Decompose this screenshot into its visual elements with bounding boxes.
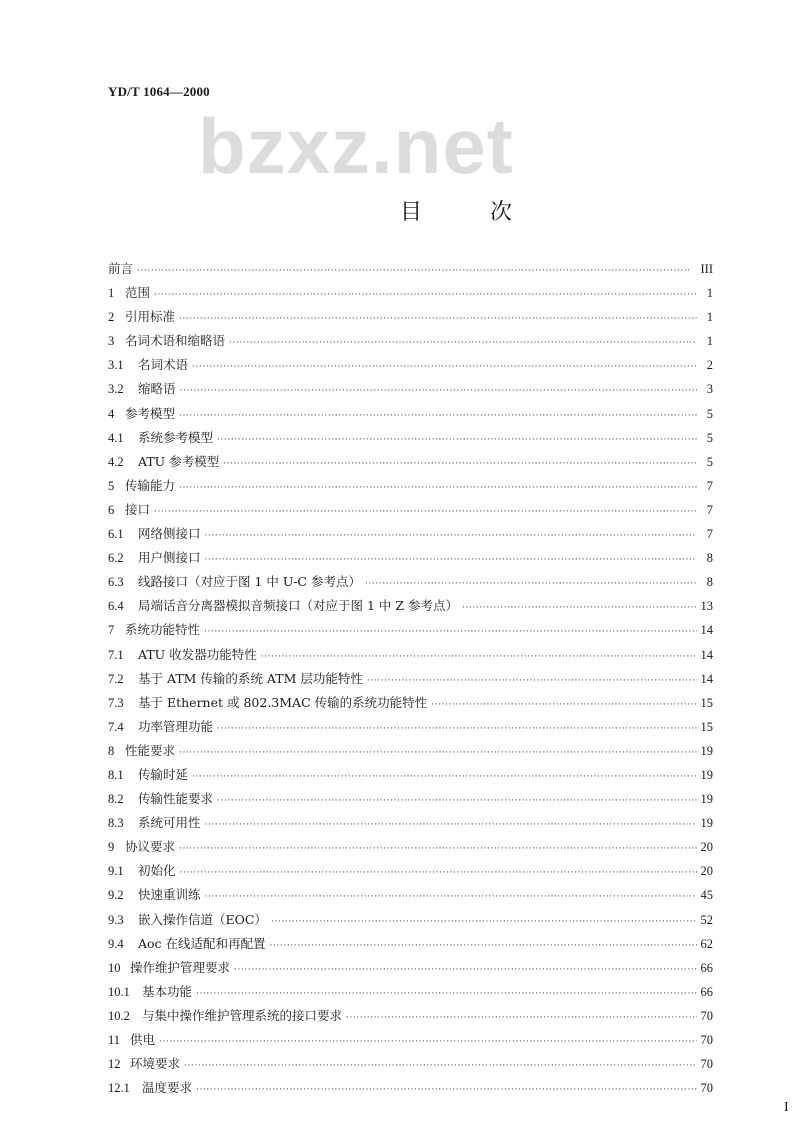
page-title: 目次 bbox=[400, 200, 581, 225]
toc-entry[interactable] bbox=[108, 548, 713, 572]
toc-entry-number: 6.2 bbox=[108, 551, 124, 566]
toc-entry-page: 20 bbox=[700, 840, 713, 855]
toc-entry[interactable] bbox=[108, 307, 713, 331]
toc-entry-page: 70 bbox=[700, 1081, 713, 1096]
toc-entry[interactable] bbox=[108, 693, 713, 717]
toc-entry-page: 70 bbox=[700, 1033, 713, 1047]
toc-entry[interactable] bbox=[108, 813, 713, 837]
toc-entry-number: 8.2 bbox=[108, 792, 124, 807]
dot-leader bbox=[261, 652, 697, 662]
toc-entry-page: 19 bbox=[700, 767, 713, 782]
standard-code: YD/T 1064—2000 bbox=[108, 84, 210, 99]
page-number: I bbox=[784, 1100, 789, 1115]
dot-leader bbox=[196, 1085, 696, 1095]
toc-entry-page: 8 bbox=[706, 575, 713, 590]
toc-entry[interactable] bbox=[108, 885, 713, 909]
toc-entry-title: 网络侧接口 bbox=[138, 526, 201, 542]
toc-entry-title: 名词术语和缩略语 bbox=[125, 333, 226, 349]
toc-entry-title: 功率管理功能 bbox=[138, 718, 214, 734]
dot-leader bbox=[137, 266, 696, 276]
dot-leader bbox=[192, 362, 697, 372]
toc-entry[interactable] bbox=[108, 259, 713, 283]
toc-entry-title: 基于 ATM 传输的系统 ATM 层功能特性 bbox=[138, 670, 363, 686]
toc-entry-number: 8 bbox=[108, 743, 115, 758]
toc-entry[interactable] bbox=[108, 572, 713, 596]
toc-entry-page: 66 bbox=[700, 984, 713, 999]
toc-entry-page: 1 bbox=[706, 334, 713, 349]
toc-entry[interactable] bbox=[108, 355, 713, 379]
toc-entry-number: 3 bbox=[108, 334, 115, 349]
dot-leader bbox=[192, 772, 696, 782]
toc-entry-number: 6.3 bbox=[108, 575, 124, 590]
toc-entry-title: 供电 bbox=[130, 1032, 156, 1047]
dot-leader bbox=[180, 868, 697, 878]
dot-leader bbox=[154, 507, 697, 517]
toc-entry-page: 15 bbox=[700, 695, 713, 710]
toc-entry[interactable] bbox=[108, 1006, 713, 1030]
toc-entry-number: 3.1 bbox=[108, 358, 124, 373]
toc-entry[interactable] bbox=[108, 765, 713, 789]
toc-entry[interactable] bbox=[108, 789, 713, 813]
dot-leader bbox=[184, 1061, 696, 1071]
toc-entry[interactable] bbox=[108, 620, 713, 644]
toc-entry[interactable] bbox=[108, 596, 713, 620]
toc-entry-title: 传输能力 bbox=[125, 477, 176, 493]
toc-entry-number: 6 bbox=[108, 502, 115, 517]
toc-entry[interactable] bbox=[108, 283, 713, 307]
toc-entry-title: 局端话音分离器模拟音频接口（对应于图 1 中 Z 参考点） bbox=[138, 598, 459, 614]
toc-entry-page: 7 bbox=[706, 527, 713, 542]
toc-entry-title: 协议要求 bbox=[125, 839, 176, 855]
toc-entry-number: 12 bbox=[108, 1057, 121, 1072]
dot-leader bbox=[346, 1013, 696, 1023]
toc-entry[interactable] bbox=[108, 934, 713, 958]
toc-entry-title: 初始化 bbox=[138, 863, 176, 879]
toc-entry-title: 传输时延 bbox=[138, 766, 189, 782]
toc-entry-number: 4.2 bbox=[108, 454, 124, 469]
toc-entry-page: 5 bbox=[706, 454, 713, 469]
toc-entry-title: 系统功能特性 bbox=[125, 622, 201, 638]
dot-leader bbox=[179, 748, 696, 758]
toc-entry-number: 9.3 bbox=[108, 912, 124, 927]
toc-entry-number: 7.3 bbox=[108, 695, 124, 710]
toc-entry-page: 3 bbox=[706, 382, 713, 397]
dot-leader bbox=[234, 965, 696, 975]
dot-leader bbox=[159, 1037, 696, 1047]
dot-leader bbox=[223, 459, 697, 469]
toc-entry-title: 系统参考模型 bbox=[138, 429, 214, 445]
toc-entry-title: 基本功能 bbox=[142, 983, 193, 999]
toc-entry-page: 8 bbox=[706, 551, 713, 566]
toc-entry-page: 2 bbox=[706, 358, 713, 373]
toc-entry-page: 1 bbox=[706, 310, 713, 325]
toc-entry-page: 66 bbox=[700, 960, 713, 975]
toc-entry-page: 14 bbox=[700, 623, 713, 638]
toc-entry[interactable] bbox=[108, 669, 713, 693]
toc-entry-page: 1 bbox=[706, 286, 713, 301]
toc-entry-page: 19 bbox=[700, 816, 713, 831]
table-of-contents bbox=[108, 259, 713, 1102]
toc-entry-title: 系统可用性 bbox=[138, 815, 201, 831]
toc-entry-page: 62 bbox=[700, 936, 713, 951]
toc-entry-number: 9 bbox=[108, 840, 115, 855]
toc-entry-page: 19 bbox=[700, 792, 713, 807]
toc-entry[interactable] bbox=[108, 500, 713, 524]
toc-entry-page: 7 bbox=[706, 502, 713, 517]
toc-entry[interactable] bbox=[108, 476, 713, 500]
dot-leader bbox=[217, 724, 696, 734]
dot-leader bbox=[431, 700, 696, 710]
toc-entry-title: 基于 Ethernet 或 802.3MAC 传输的系统功能特性 bbox=[138, 694, 428, 710]
toc-entry-title: 嵌入操作信道（EOC） bbox=[138, 911, 267, 927]
toc-entry-title: 用户侧接口 bbox=[138, 550, 201, 566]
toc-entry[interactable] bbox=[108, 404, 713, 428]
toc-entry-number: 10 bbox=[108, 960, 121, 975]
toc-entry-number: 9.2 bbox=[108, 888, 124, 903]
toc-entry[interactable] bbox=[108, 910, 713, 934]
toc-entry-number: 9.1 bbox=[108, 864, 124, 879]
dot-leader bbox=[205, 531, 697, 541]
toc-entry-page: III bbox=[700, 262, 713, 276]
toc-entry-page: 70 bbox=[700, 1057, 713, 1072]
toc-entry-number: 10.1 bbox=[108, 984, 130, 999]
toc-entry-title: 范围 bbox=[125, 285, 151, 301]
toc-entry-title: Aoc 在线适配和再配置 bbox=[138, 935, 266, 951]
toc-entry-title: 前言 bbox=[108, 261, 134, 276]
toc-entry[interactable] bbox=[108, 741, 713, 765]
dot-leader bbox=[196, 989, 696, 999]
dot-leader bbox=[271, 917, 697, 927]
toc-entry-page: 52 bbox=[700, 912, 713, 927]
toc-entry-number: 11 bbox=[108, 1033, 121, 1047]
dot-leader bbox=[462, 603, 696, 613]
toc-entry-title: 接口 bbox=[125, 501, 151, 517]
toc-entry[interactable] bbox=[108, 1030, 713, 1054]
toc-entry[interactable] bbox=[108, 1078, 713, 1102]
toc-entry-number: 7.1 bbox=[108, 647, 124, 662]
toc-entry[interactable] bbox=[108, 524, 713, 548]
toc-entry-page: 13 bbox=[700, 599, 713, 614]
toc-entry-number: 9.4 bbox=[108, 936, 124, 951]
dot-leader bbox=[179, 483, 697, 493]
toc-entry-page: 14 bbox=[700, 647, 713, 662]
dot-leader bbox=[180, 386, 697, 396]
toc-entry[interactable] bbox=[108, 1054, 713, 1078]
toc-entry-title: ATU 收发器功能特性 bbox=[138, 646, 257, 662]
toc-entry-title: 操作维护管理要求 bbox=[130, 959, 231, 975]
toc-entry-title: ATU 参考模型 bbox=[138, 453, 220, 469]
toc-entry-title: 快速重训练 bbox=[138, 887, 201, 903]
toc-entry[interactable] bbox=[108, 982, 713, 1006]
toc-entry-number: 3.2 bbox=[108, 382, 124, 397]
toc-entry[interactable] bbox=[108, 837, 713, 861]
toc-entry-page: 14 bbox=[700, 671, 713, 686]
toc-entry-number: 1 bbox=[108, 286, 115, 301]
dot-leader bbox=[365, 579, 697, 589]
toc-entry[interactable] bbox=[108, 428, 713, 452]
dot-leader bbox=[367, 676, 697, 686]
toc-entry-title: 与集中操作维护管理系统的接口要求 bbox=[142, 1007, 343, 1023]
toc-entry-page: 19 bbox=[700, 743, 713, 758]
toc-entry-number: 7 bbox=[108, 623, 115, 638]
toc-entry-title: 传输性能要求 bbox=[138, 791, 214, 807]
toc-entry-number: 10.2 bbox=[108, 1008, 130, 1023]
toc-entry[interactable] bbox=[108, 645, 713, 669]
toc-entry-page: 5 bbox=[706, 406, 713, 421]
toc-entry-number: 6.1 bbox=[108, 527, 124, 542]
toc-entry-title: 名词术语 bbox=[138, 357, 189, 373]
dot-leader bbox=[204, 627, 696, 637]
toc-entry-title: 环境要求 bbox=[130, 1056, 181, 1072]
toc-entry-number: 5 bbox=[108, 478, 115, 493]
toc-entry-number: 12.1 bbox=[108, 1081, 130, 1096]
toc-entry-title: 引用标准 bbox=[125, 309, 176, 325]
dot-leader bbox=[270, 941, 697, 951]
toc-entry-number: 8.3 bbox=[108, 816, 124, 831]
toc-entry[interactable] bbox=[108, 958, 713, 982]
toc-entry-number: 7.4 bbox=[108, 719, 124, 734]
toc-entry-title: 线路接口（对应于图 1 中 U-C 参考点） bbox=[138, 574, 361, 590]
dot-leader bbox=[179, 314, 697, 324]
toc-entry-page: 70 bbox=[700, 1008, 713, 1023]
toc-entry-title: 性能要求 bbox=[125, 742, 176, 758]
toc-entry-title: 缩略语 bbox=[138, 381, 176, 397]
watermark: bzxz.net bbox=[198, 102, 514, 190]
dot-leader bbox=[205, 892, 697, 902]
toc-entry[interactable] bbox=[108, 452, 713, 476]
toc-entry-page: 5 bbox=[706, 430, 713, 445]
toc-entry-title: 温度要求 bbox=[142, 1080, 193, 1096]
toc-entry[interactable] bbox=[108, 861, 713, 885]
toc-entry[interactable] bbox=[108, 717, 713, 741]
dot-leader bbox=[179, 411, 697, 421]
toc-entry-title: 参考模型 bbox=[125, 405, 176, 421]
toc-entry-number: 8.1 bbox=[108, 767, 124, 782]
dot-leader bbox=[229, 338, 697, 348]
toc-entry-page: 45 bbox=[700, 888, 713, 903]
toc-entry-number: 6.4 bbox=[108, 599, 124, 614]
toc-entry[interactable] bbox=[108, 379, 713, 403]
dot-leader bbox=[205, 555, 697, 565]
dot-leader bbox=[205, 820, 697, 830]
toc-entry-number: 7.2 bbox=[108, 671, 124, 686]
dot-leader bbox=[217, 435, 697, 445]
toc-entry[interactable] bbox=[108, 331, 713, 355]
toc-entry-page: 15 bbox=[700, 719, 713, 734]
toc-entry-number: 4 bbox=[108, 406, 115, 421]
toc-entry-page: 7 bbox=[706, 478, 713, 493]
dot-leader bbox=[179, 844, 696, 854]
toc-entry-number: 2 bbox=[108, 310, 115, 325]
dot-leader bbox=[217, 796, 696, 806]
dot-leader bbox=[154, 290, 697, 300]
toc-entry-page: 20 bbox=[700, 864, 713, 879]
toc-entry-number: 4.1 bbox=[108, 430, 124, 445]
